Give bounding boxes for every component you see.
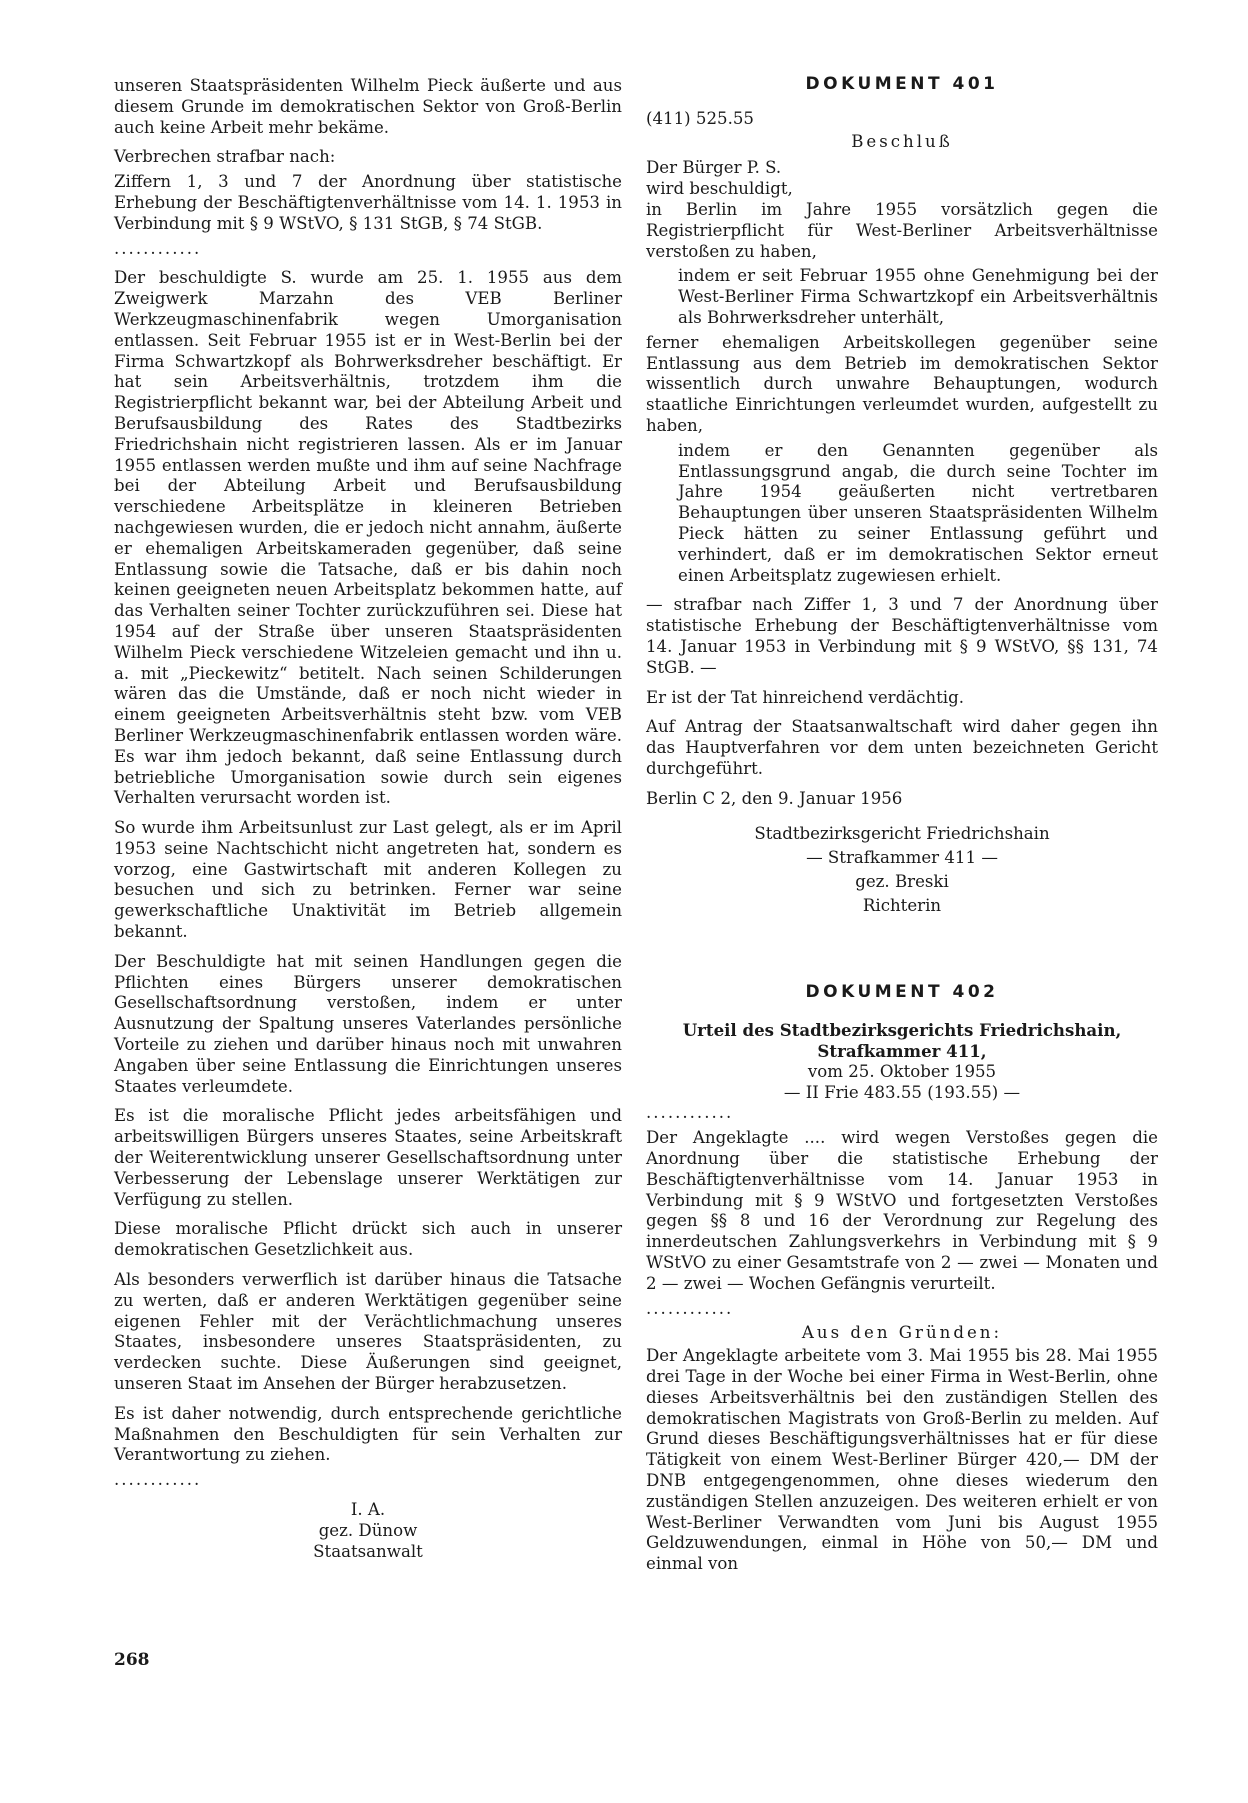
omission-dots: ............ [114,1470,202,1490]
paragraph: unseren Staatspräsidenten Wilhelm Pieck äußerte und aus diesem Grunde im demokratischen Sektor von Groß-Berlin auch keine Arbeit mehr bekäme. [114,76,622,137]
text-line: wird beschuldigt, [646,179,793,199]
paragraph: Es ist die moralische Pflicht jedes arbeitsfähigen und arbeitswilligen Bürgers unseres Staates, seine Arbeitskraft der Weiterentwicklung unserer Gesellschaftsordnung unter Verbesserung der Lebenslage unserer Werktätigen zur Verfügung zu stellen. [114,1106,622,1209]
paragraph: Der Beschuldigte hat mit seinen Handlungen gegen die Pflichten eines Bürgers unserer demokratischen Gesellschaftsordnung verstoßen, indem er unter Ausnutzung der Spaltung unseres Vaterlandes persönliche Vorteile zu ziehen und darüber hinaus noch mit unwahren Angaben über seine Entlassung die Einrichtungen unseres Staates verleumdete. [114,951,622,1096]
signature-line: Stadtbezirksgericht Friedrichshain [754,823,1050,843]
paragraph: — strafbar nach Ziffer 1, 3 und 7 der Anordnung über statistische Erhebung der Beschäftigtenverhältnisse vom 14. Januar 1953 in Verbindung mit § 9 WStVO, §§ 131, 74 StGB. — [646,595,1158,677]
paragraph: Er ist der Tat hinreichend verdächtig. [646,687,964,707]
judgment-date: vom 25. Oktober 1955 [807,1061,997,1081]
omission-dots: ............ [646,1103,734,1123]
paragraph: Ziffern 1, 3 und 7 der Anordnung über statistische Erhebung der Beschäftigtenverhältnisse vom 14. 1. 1953 in Verbindung mit § 9 WStVO, § 131 StGB, § 74 StGB. [114,172,622,233]
signature-block [114,1500,622,1562]
signature-line: — Strafkammer 411 — [806,847,998,867]
judgment-title: Urteil des Stadtbezirksgerichts Friedrichshain, Strafkammer 411, [682,1020,1122,1062]
paragraph: Der beschuldigte S. wurde am 25. 1. 1955 aus dem Zweigwerk Marzahn des VEB Berliner Werkzeugmaschinenfabrik wegen Umorganisation entlassen. Seit Februar 1955 ist er in West-Berlin bei der Firma Schwartzkopf als Bohrwerksdreher beschäftigt. Er hat sein Arbeitsverhältnis, trotzdem ihm die Registrierpflicht bekannt war, bei der Abteilung Arbeit und Berufsausbildung des Rates des Stadtbezirks Friedrichshain nicht registrieren lassen. Als er im Januar 1955 entlassen werden mußte und ihm auf seine Nachfrage bei der Abteilung Arbeit und Berufsausbildung verschiedene Arbeitsplätze in kleineren Betrieben nachgewiesen wurden, die er jedoch nicht annahm, äußerte er ehemaligen Arbeitskameraden gegenüber, daß seine Entlassung sowie die Tatsache, daß er bis dahin noch keinen geeigneten neuen Arbeitsplatz bekommen hatte, auf das Verhalten seiner Tochter zurückzuführen sei. Diese hat 1954 auf der Straße über unseren Staatspräsidenten Wilhelm Pieck verschiedene Witzeleien gemacht und ihn u. a. mit „Pieckewitz“ betitelt. Nach seinen Schilderungen wären das die Umstände, daß er noch nicht wieder in einem geeigneten Arbeitsverhältnis steht bzw. vom VEB Berliner Werkzeugmaschinenfabrik entlassen worden wäre. Es war ihm jedoch bekannt, daß seine Entlassung durch betriebliche Umorganisation sowie durch sein eigenes Verhalten verursacht worden ist. [114,268,622,808]
paragraph: Berlin C 2, den 9. Januar 1956 [646,788,903,808]
paragraph: Es ist daher notwendig, durch entsprechende gerichtliche Maßnahmen den Beschuldigten für sein Verhalten zur Verantwortung zu ziehen. [114,1403,622,1465]
paragraph: So wurde ihm Arbeitsunlust zur Last gelegt, als er im April 1953 seine Nachtschicht nicht angetreten hat, sondern es vorzog, eine Gastwirtschaft mit anderen Kollegen zu besuchen und sich zu betrinken. Ferner war seine gewerkschaftliche Unaktivität im Betrieb allgemein bekannt. [114,818,622,942]
left-column [114,76,622,1562]
paragraph: Verbrechen strafbar nach: [114,147,336,167]
omission-dots: ............ [646,1298,734,1318]
paragraph: Der Angeklagte arbeitete vom 3. Mai 1955 bis 28. Mai 1955 drei Tage in der Woche bei einer Firma in West-Berlin, ohne dieses Arbeitsverhältnis bei den zuständigen Stellen des demokratischen Magistrats von Groß-Berlin zu melden. Auf Grund dieses Beschäftigungsverhältnisses hat er für diese Tätigkeit von einem West-Berliner Bürger 420,— DM der DNB entgegengenommen, ohne dieses wiederum den zuständigen Stellen anzuzeigen. Des weiteren erhielt er von West-Berliner Verwandten vom Juni bis August 1955 Geldzuwendungen, einmal in Höhe von 50,— DM und einmal von [646,1346,1158,1574]
paragraph: Der Angeklagte .... wird wegen Verstoßes gegen die Anordnung über die statistische Erhebung der Beschäftigtenverhältnisse vom 14. Januar 1953 in Verbindung mit § 9 WStVO und fortgesetzten Verstoßes gegen §§ 8 und 16 der Verordnung zur Regelung des innerdeutschen Zahlungsverkehrs in Verbindung mit § 9 WStVO zu einer Gesamtstrafe von 2 — zwei — Monaten und 2 — zwei — Wochen Gefängnis verurteilt. [646,1128,1158,1293]
right-column [646,76,1158,1584]
court-signature [646,822,1158,918]
paragraph: indem er den Genannten gegenüber als Entlassungsgrund angab, die durch seine Tochter im Jahre 1954 geäußerten nicht vertretbaren Behauptungen über unseren Staatspräsidenten Wilhelm Pieck hätten zu seiner Entlassung geführt und verhindert, daß er im demokratischen Sektor erneut einen Arbeitsplatz zugewiesen erhielt. [678,440,1158,585]
signature-line: Richterin [862,895,942,915]
document-heading: DOKUMENT 402 [805,981,999,1002]
signature-line: gez. Breski [855,871,949,891]
document-heading: DOKUMENT 401 [805,74,999,94]
paragraph: in Berlin im Jahre 1955 vorsätzlich gegen die Registrierpflicht für West-Berliner Arbeitsverhältnisse verstoßen zu haben, [646,199,1158,261]
judgment-reference: — II Frie 483.55 (193.55) — [783,1082,1021,1102]
paragraph: Diese moralische Pflicht drückt sich auch in unserer demokratischen Gesetzlichkeit aus. [114,1219,622,1260]
signature-line: I. A. [350,1500,386,1519]
section-title: Beschluß [851,131,953,151]
reference-number: (411) 525.55 [646,108,754,128]
signature-line: Staatsanwalt [313,1541,423,1561]
paragraph: indem er seit Februar 1955 ohne Genehmigung bei der West-Berliner Firma Schwartzkopf ein Arbeitsverhältnis als Bohrwerksdreher unterhält, [678,266,1158,327]
paragraph: ferner ehemaligen Arbeitskollegen gegenüber seine Entlassung aus dem Betrieb im demokratischen Sektor wissentlich durch unwahre Behauptungen, wodurch staatliche Einrichtungen verleumdet wurden, aufgestellt zu haben, [646,332,1158,435]
paragraph: Auf Antrag der Staatsanwaltschaft wird daher gegen ihn das Hauptverfahren vor dem unten bezeichneten Gericht durchgeführt. [646,717,1158,778]
paragraph: Als besonders verwerflich ist darüber hinaus die Tatsache zu werten, daß er anderen Werktätigen gegenüber seine eigenen Fehler mit der Verächtlichmachung unseres Staates, insbesondere unseres Staatspräsidenten, zu verdecken suchte. Diese Äußerungen sind geeignet, unseren Staat im Ansehen der Bürger herabzusetzen. [114,1270,622,1394]
signature-line: gez. Dünow [318,1520,418,1540]
omission-dots: ............ [114,238,202,258]
section-title: Aus den Gründen: [801,1323,1003,1343]
page-number: 268 [114,1650,150,1670]
text-line: Der Bürger P. S. [646,158,782,178]
